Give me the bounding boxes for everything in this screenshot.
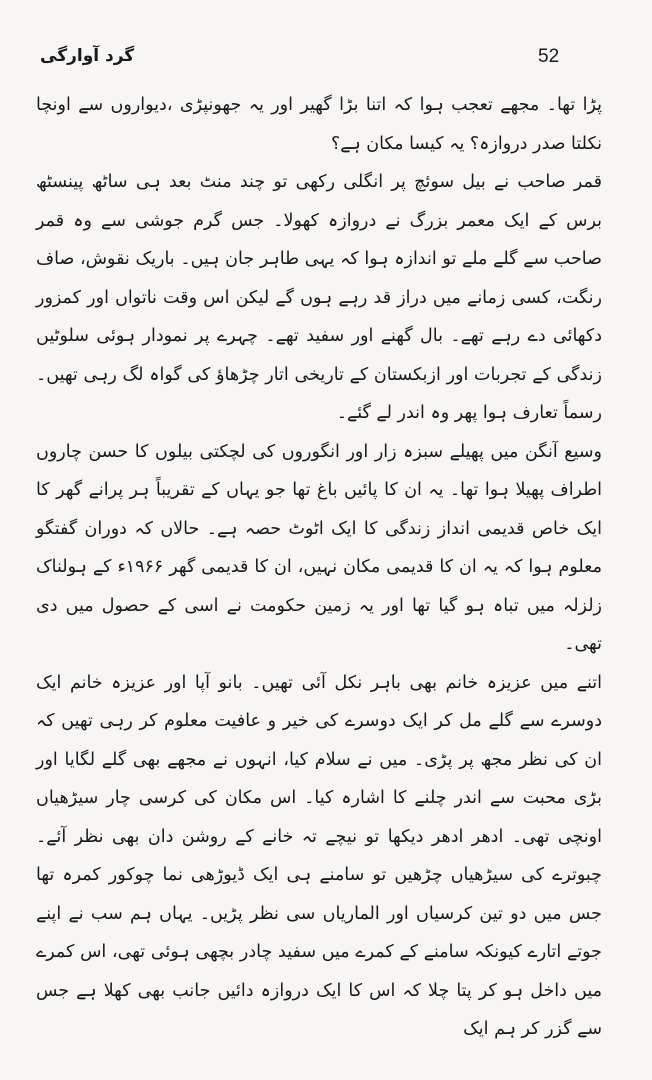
page-number: 52 <box>538 46 560 67</box>
paragraph-1: پڑا تھا۔ مجھے تعجب ہوا کہ اتنا بڑا گھیر اور یہ جھونپڑی ،دیواروں سے اونچا نکلتا صدر دروازہ؟ یہ کیسا مکان ہے؟ <box>36 95 602 154</box>
running-head-title: گرد آوارگی <box>40 46 135 66</box>
paragraph-2: قمر صاحب نے بیل سوئچ پر انگلی رکھی تو چند منٹ بعد ہی ساٹھ پینسٹھ برس کے ایک معمر بزرگ نے دروازہ کھولا۔ جس گرم جوشی سے وہ قمر صاحب سے گلے ملے تو اندازہ ہوا کہ یہی طاہر جان ہیں۔ باریک نقوش، صاف رنگت، کسی زمانے میں دراز قد رہے ہوں گے لیکن اس وقت ناتواں اور کمزور دکھائی دے رہے تھے۔ بال گھنے اور سفید تھے۔ چہرے پر نمودار ہوئی سلوٹیں زندگی کے تجربات اور ازبکستان کے تاریخی اتار چڑھاؤ کی گواہ لگ رہی تھیں۔ رسماً تعارف ہوا پھر وہ اندر لے گئے۔ <box>36 172 602 423</box>
paragraph-3: وسیع آنگن میں پھیلے سبزہ زار اور انگوروں کی لچکتی بیلوں کا حسن چاروں اطراف پھیلا ہوا تھا۔ یہ ان کا پائیں باغ تھا جو یہاں کے تقریباً ہر پرانے گھر کا ایک خاص قدیمی انداز زندگی کا ایک اٹوٹ حصہ ہے۔ حالاں کہ دوران گفتگو معلوم ہوا کہ یہ ان کا قدیمی مکان نہیں، ان کا قدیمی گھر ۱۹۶۶ء کے ہولناک زلزلہ میں تباہ ہو گیا تھا اور یہ زمین حکومت نے اسی کے حصول میں دی تھی۔ <box>36 441 602 654</box>
body-text <box>36 86 602 1049</box>
paragraph-4: اتنے میں عزیزہ خانم بھی باہر نکل آئی تھیں۔ بانو آپا اور عزیزہ خانم ایک دوسرے سے گلے مل کر ایک دوسرے کی خیر و عافیت معلوم کر رہی تھیں کہ ان کی نظر مجھ پر پڑی۔ میں نے سلام کیا، انہوں نے مجھے بھی گلے لگایا اور بڑی محبت سے اندر چلنے کا اشارہ کیا۔ اس مکان کی کرسی چار سیڑھیاں اونچی تھی۔ ادھر ادھر دیکھا تو نیچے تہ خانے کے روشن دان بھی نظر آئے۔ چبوترے کی سیڑھیاں چڑھیں تو سامنے ہی ایک ڈیوڑھی نما چوکور کمرہ تھا جس میں دو تین کرسیاں اور الماریاں سی نظر پڑیں۔ یہاں ہم سب نے اپنے جوتے اتارے کیونکہ سامنے کے کمرے میں سفید چادر بچھی ہوئی تھی، اس کمرے میں داخل ہو کر پتا چلا کہ اس کا ایک دروازہ دائیں جانب بھی کھلا ہے جس سے گزر کر ہم ایک <box>36 672 602 1039</box>
